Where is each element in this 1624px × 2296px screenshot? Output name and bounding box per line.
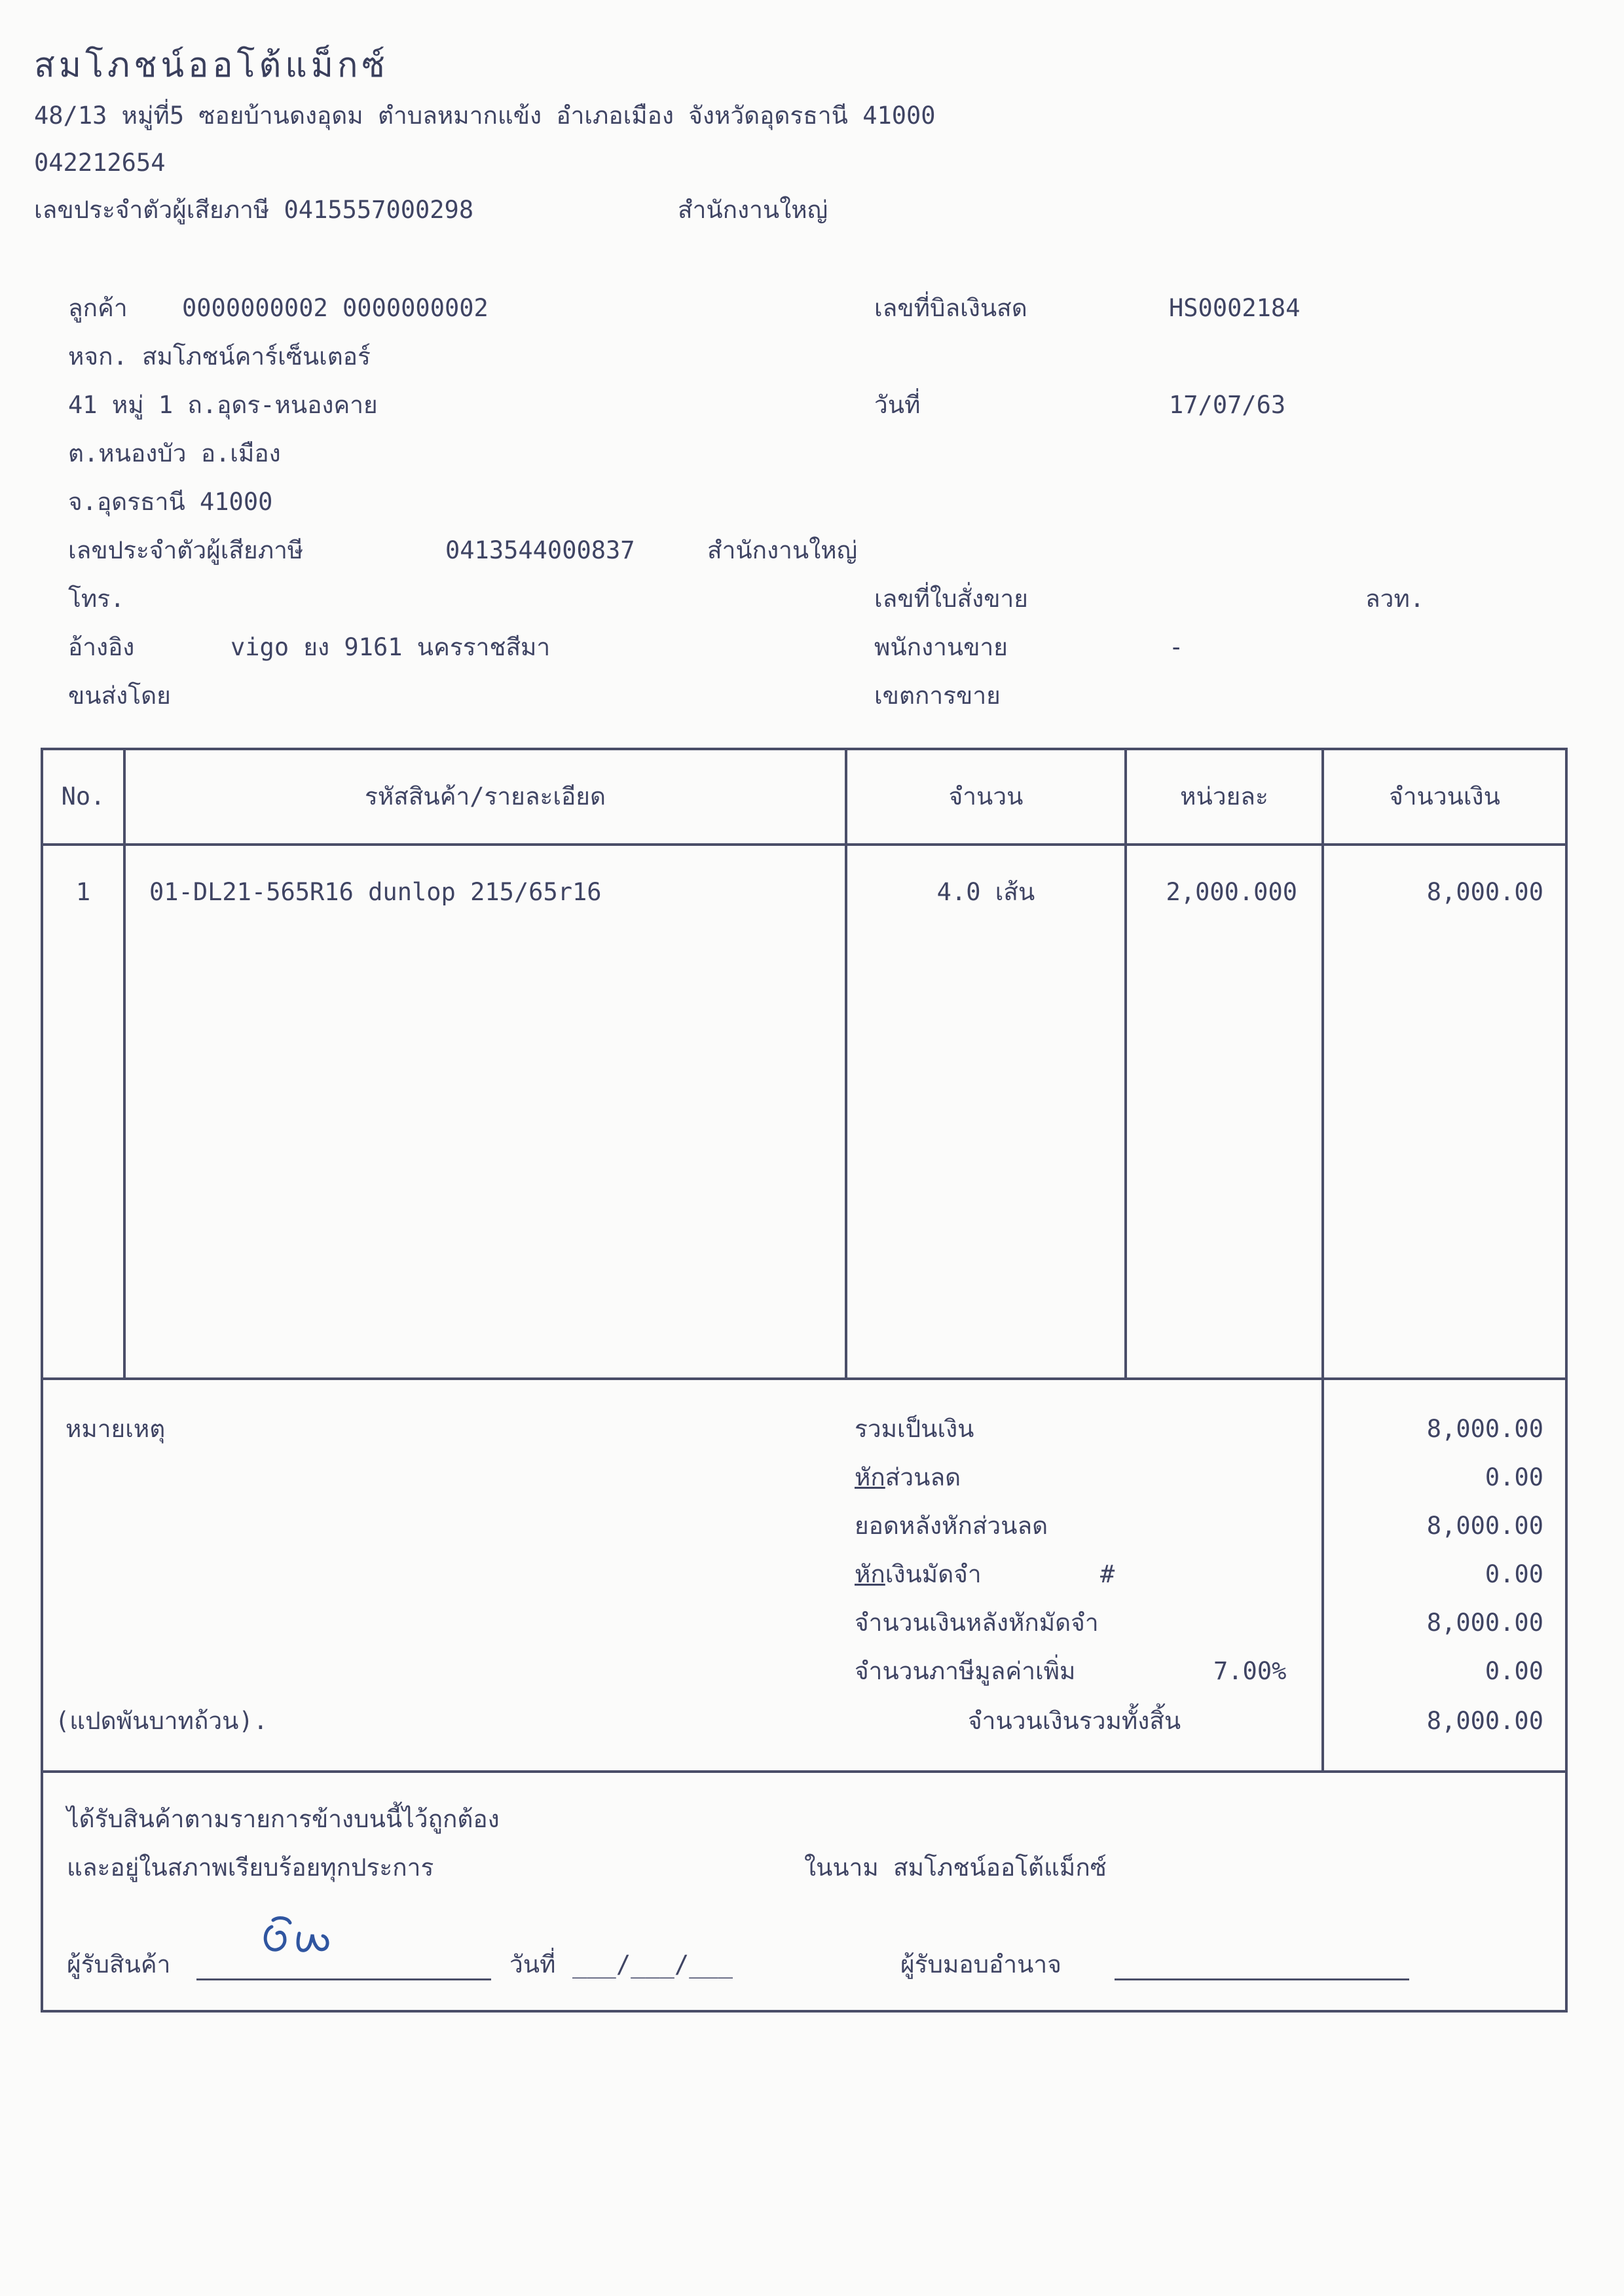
row-quantity: 4.0 เส้น	[936, 878, 1035, 906]
grand-total-label: จำนวนเงินรวมทั้งสิ้น	[968, 1707, 1181, 1735]
sales-order-value: ลวท.	[1365, 585, 1425, 613]
deposit-value: 0.00	[1485, 1560, 1543, 1588]
received-statement-2: และอยู่ในสภาพเรียบร้อยทุกประการ	[67, 1853, 434, 1882]
after-deposit-label: จำนวนเงินหลังหักมัดจำ	[855, 1609, 1099, 1637]
authorized-label: ผู้รับมอบอำนาจ	[900, 1950, 1061, 1978]
col-divider-1	[123, 748, 126, 1380]
bill-no-label: เลขที่บิลเงินสด	[874, 294, 1027, 322]
after-discount-value: 8,000.00	[1426, 1512, 1543, 1540]
subtotal-label: รวมเป็นเงิน	[855, 1415, 974, 1443]
header-unit-price: หน่วยละ	[1180, 782, 1268, 811]
vat-label: จำนวนภาษีมูลค่าเพิ่ม	[855, 1657, 1076, 1685]
header-amount: จำนวนเงิน	[1389, 782, 1500, 811]
reference-label: อ้างอิง	[68, 633, 135, 661]
customer-branch: สำนักงานใหญ่	[707, 536, 858, 564]
row-no: 1	[75, 878, 91, 906]
col-divider-2	[845, 748, 847, 1380]
sales-order-label: เลขที่ใบสั่งขาย	[874, 585, 1028, 613]
receiver-label: ผู้รับสินค้า	[67, 1950, 171, 1978]
col-divider-3	[1124, 748, 1127, 1380]
after-discount-label: ยอดหลังหักส่วนลด	[855, 1512, 1048, 1540]
discount-value: 0.00	[1485, 1463, 1543, 1491]
discount-label: หักส่วนลด	[855, 1463, 961, 1491]
bill-no-value: HS0002184	[1169, 294, 1301, 322]
receipt-date-blank: ___/___/___	[572, 1950, 733, 1978]
deposit-label: หักเงินมัดจำ	[855, 1560, 982, 1588]
customer-name: หจก. สมโภชน์คาร์เซ็นเตอร์	[68, 342, 371, 371]
amount-in-words: (แปดพันบาทถ้วน).	[55, 1707, 268, 1735]
remark-label: หมายเหตุ	[65, 1415, 166, 1443]
receiver-signature-line	[196, 1978, 491, 1980]
reference-value: vigo ยง 9161 นครราชสีมา	[231, 633, 551, 661]
date-value: 17/07/63	[1169, 391, 1286, 419]
deposit-hash: #	[1100, 1560, 1115, 1588]
customer-address-2: ต.หนองบัว อ.เมือง	[68, 439, 281, 467]
customer-phone-label: โทร.	[68, 585, 125, 613]
header-quantity: จำนวน	[948, 782, 1024, 811]
customer-address-3: จ.อุดรธานี 41000	[68, 488, 273, 516]
row-description: 01-DL21-565R16 dunlop 215/65r16	[149, 878, 602, 906]
summary-divider	[41, 1770, 1568, 1773]
company-branch: สำนักงานใหญ่	[678, 196, 828, 224]
customer-address-1: 41 หมู่ 1 ถ.อุดร-หนองคาย	[68, 391, 378, 419]
company-name: สมโภชน์ออโต้แม็กซ์	[34, 46, 389, 85]
customer-code: 0000000002 0000000002	[182, 294, 489, 322]
after-deposit-value: 8,000.00	[1426, 1609, 1543, 1637]
header-description: รหัสสินค้า/รายละเอียด	[365, 782, 606, 811]
shipping-label: ขนส่งโดย	[68, 682, 171, 710]
authorized-signature-line	[1115, 1978, 1409, 1980]
on-behalf-text: ในนาม สมโภชน์ออโต้แม็กซ์	[804, 1853, 1107, 1882]
customer-label: ลูกค้า	[68, 294, 128, 322]
row-unit-price: 2,000.000	[1166, 878, 1297, 906]
received-statement-1: ได้รับสินค้าตามรายการข้างบนนี้ไว้ถูกต้อง	[67, 1805, 500, 1833]
customer-tax-id: 0413544000837	[445, 536, 635, 564]
date-label: วันที่	[874, 391, 921, 419]
table-body-divider	[41, 1377, 1568, 1380]
salesperson-value: -	[1169, 633, 1184, 661]
company-phone: 042212654	[34, 149, 166, 177]
grand-total-value: 8,000.00	[1426, 1707, 1543, 1735]
subtotal-value: 8,000.00	[1426, 1415, 1543, 1443]
sales-zone-label: เขตการขาย	[874, 682, 1001, 710]
receipt-date-label: วันที่	[509, 1950, 556, 1978]
company-address: 48/13 หมู่ที่5 ซอยบ้านดงอุดม ตำบลหมากแข้ง อำเภอเมือง จังหวัดอุดรธานี 41000	[34, 101, 936, 130]
salesperson-label: พนักงานขาย	[874, 633, 1008, 661]
receiver-signature	[259, 1915, 344, 1967]
row-amount: 8,000.00	[1426, 878, 1543, 906]
vat-rate: 7.00%	[1213, 1657, 1287, 1685]
customer-tax-label: เลขประจำตัวผู้เสียภาษี	[68, 536, 304, 564]
vat-value: 0.00	[1485, 1657, 1543, 1685]
header-no: No.	[61, 782, 105, 811]
table-header-divider	[41, 843, 1568, 846]
company-tax-id: เลขประจำตัวผู้เสียภาษี 0415557000298	[34, 196, 474, 224]
